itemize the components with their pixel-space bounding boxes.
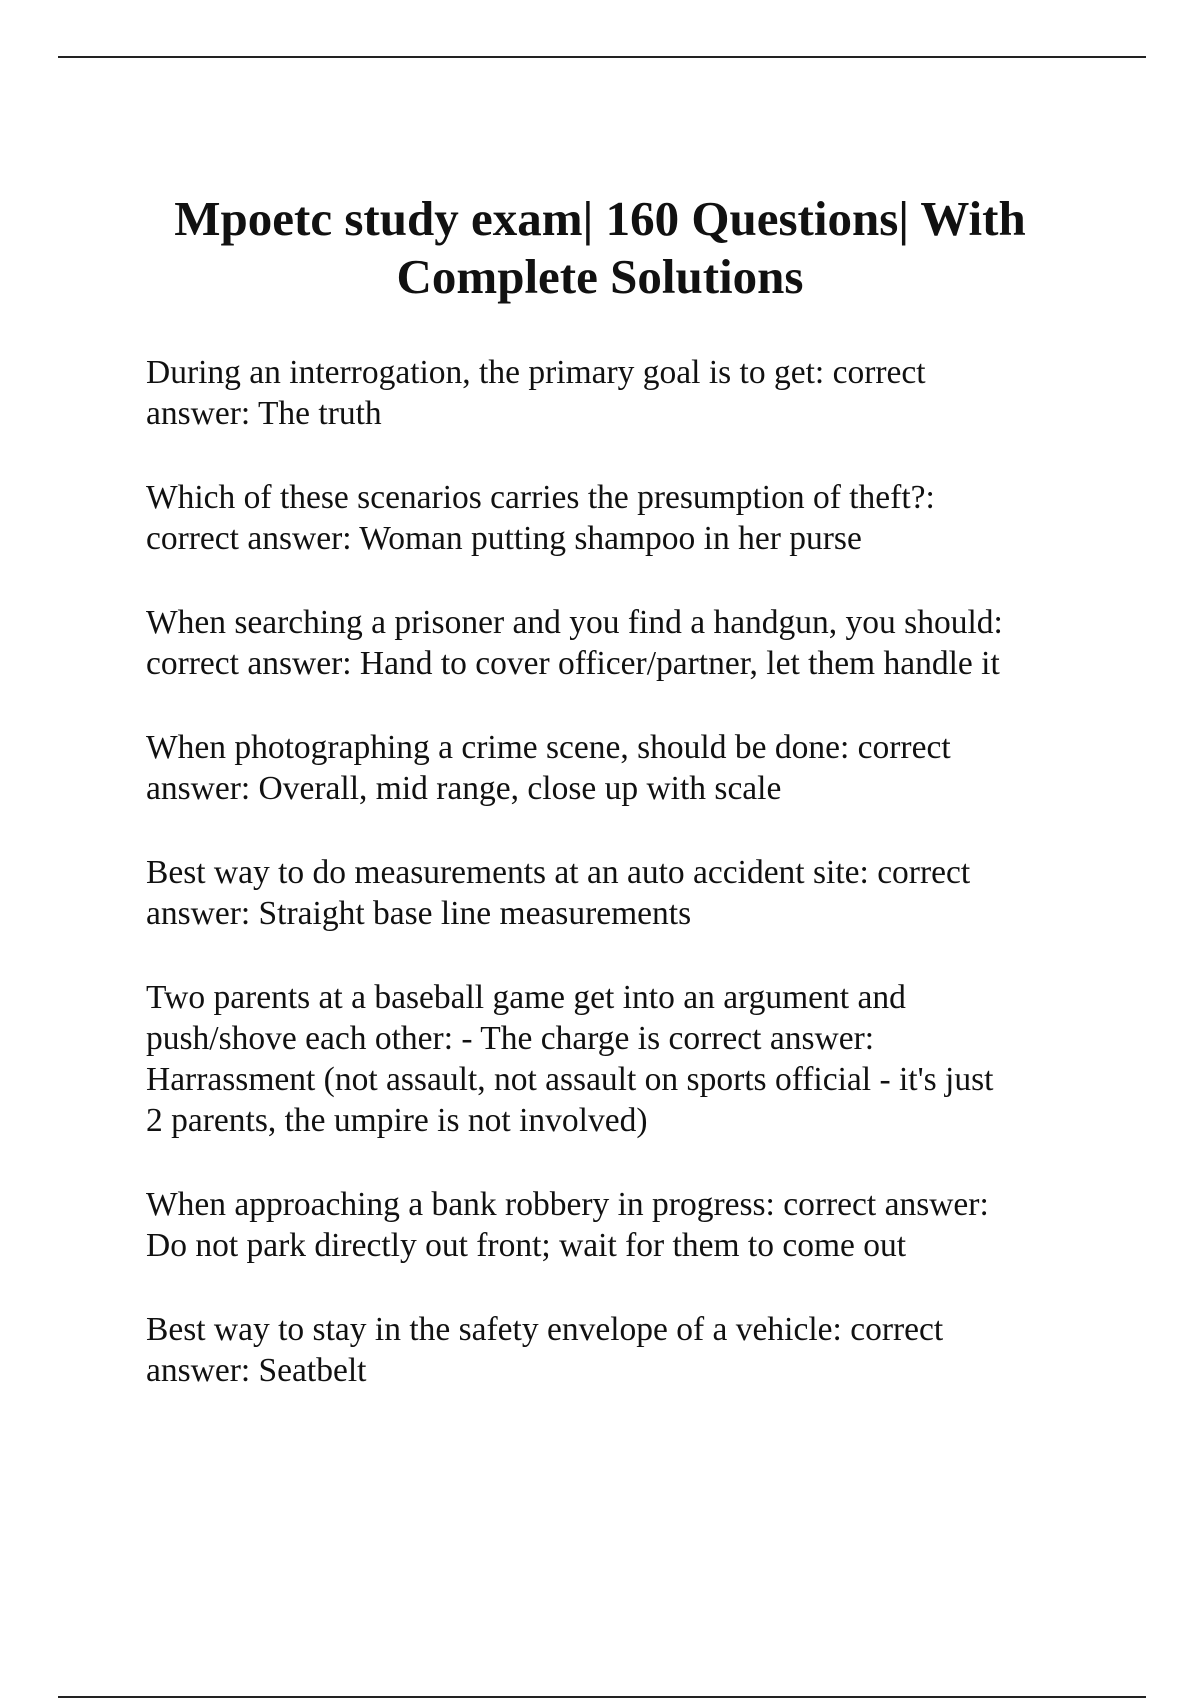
page-title [100,190,1100,306]
title-line-2: Complete Solutions [396,249,804,304]
question-list [146,352,1146,1434]
question-line: When approaching a bank robbery in progress: correct answer: [146,1186,989,1223]
question-line: correct answer: Hand to cover officer/partner, let them handle it [146,645,1000,682]
question-line: Which of these scenarios carries the presumption of theft?: [146,479,935,516]
question-line: Best way to stay in the safety envelope of a vehicle: correct [146,1311,944,1348]
header-rule [58,56,1146,58]
question-item [146,477,1146,559]
question-line: Two parents at a baseball game get into an argument and [146,979,906,1016]
footer-rule [58,1696,1146,1698]
question-line: answer: Overall, mid range, close up with scale [146,770,782,807]
question-line: When photographing a crime scene, should be done: correct [146,729,951,766]
question-item [146,602,1146,684]
question-line: push/shove each other: - The charge is correct answer: [146,1020,875,1057]
question-line: answer: Seatbelt [146,1352,367,1389]
question-line: 2 parents, the umpire is not involved) [146,1102,648,1139]
title-line-1: Mpoetc study exam| 160 Questions| With [174,191,1026,246]
question-item [146,852,1146,934]
question-item [146,977,1146,1141]
question-line: During an interrogation, the primary goal is to get: correct [146,354,926,391]
question-item [146,1184,1146,1266]
question-item [146,352,1146,434]
question-line: Best way to do measurements at an auto accident site: correct [146,854,971,891]
question-item [146,1309,1146,1391]
question-line: answer: Straight base line measurements [146,895,692,932]
question-item [146,727,1146,809]
question-line: answer: The truth [146,395,382,432]
question-line: When searching a prisoner and you find a handgun, you should: [146,604,1003,641]
question-line: Do not park directly out front; wait for them to come out [146,1227,907,1264]
question-line: correct answer: Woman putting shampoo in her purse [146,520,862,557]
question-line: Harrassment (not assault, not assault on sports official - it's just [146,1061,994,1098]
